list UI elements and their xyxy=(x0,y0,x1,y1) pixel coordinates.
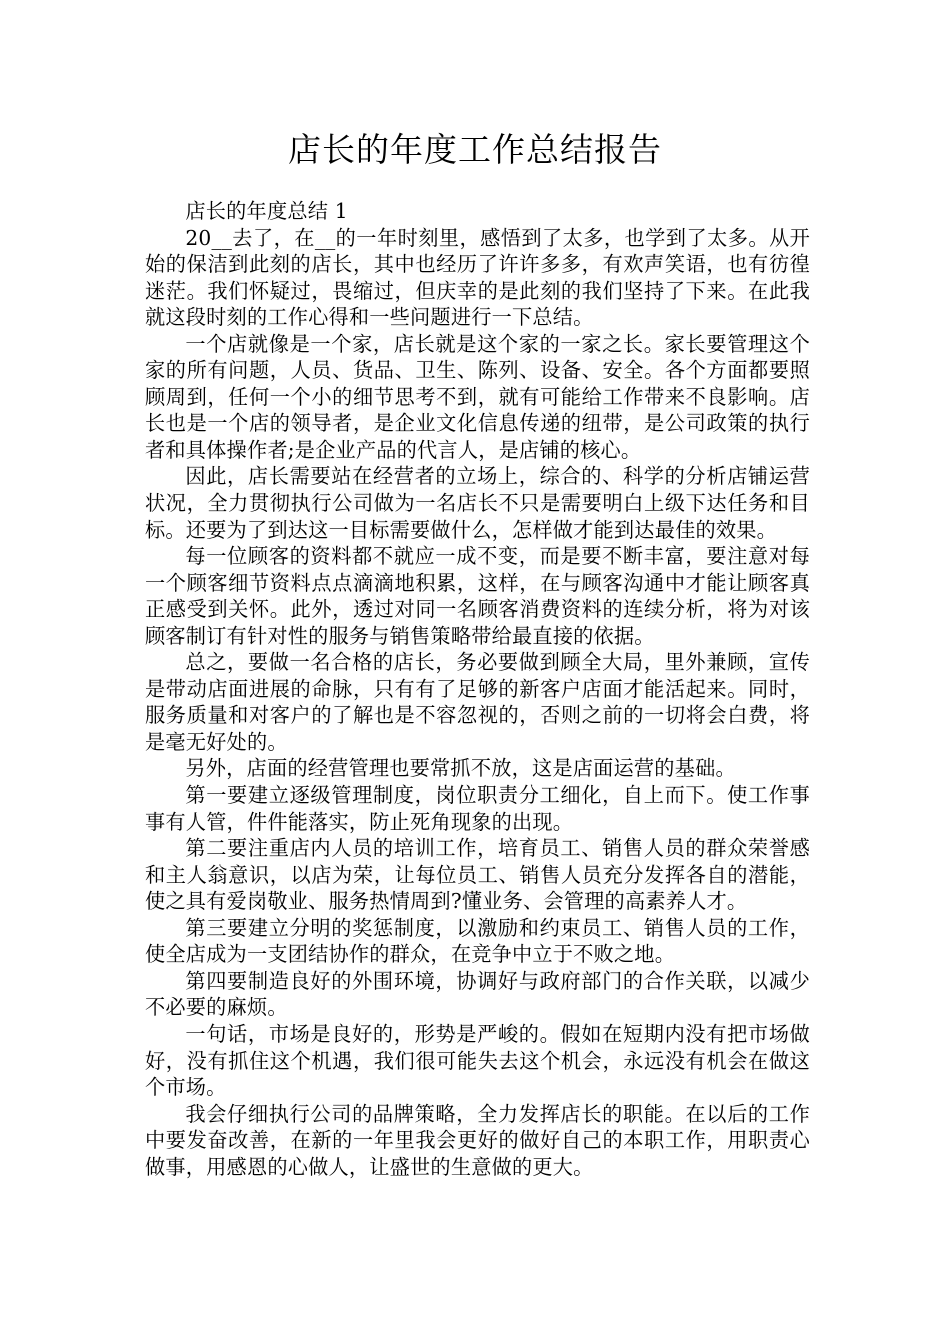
section-heading: 店长的年度总结 1 xyxy=(185,199,348,223)
document-body xyxy=(145,198,810,1180)
page-title: 店长的年度工作总结报告 xyxy=(288,130,662,169)
paragraph: 第二要注重店内人员的培训工作，培育员工、销售人员的群众荣誉感和主人翁意识，以店为荣，让每位员工、销售人员充分发挥各自的潜能，使之具有爱岗敬业、服务热情周到?懂业务、会管理的高素养人才。 xyxy=(145,836,810,914)
paragraph: 第四要制造良好的外围环境，协调好与政府部门的合作关联，以减少不必要的麻烦。 xyxy=(145,968,810,1020)
paragraph: 第一要建立逐级管理制度，岗位职责分工细化，自上而下。使工作事事有人管，件件能落实，防止死角现象的出现。 xyxy=(145,783,810,834)
paragraph: 另外，店面的经营管理也要常抓不放，这是店面运营的基础。 xyxy=(185,756,736,781)
paragraph: 每一位顾客的资料都不就应一成不变，而是要不断丰富，要注意对每一个顾客细节资料点点滴滴地积累，这样，在与顾客沟通中才能让顾客真正感受到关怀。此外，透过对同一名顾客消费资料的连续分析，将为对该顾客制订有针对性的服务与销售策略带给最直接的依据。 xyxy=(145,544,810,648)
paragraph: 总之，要做一名合格的店长，务必要做到顾全大局，里外兼顾，宣传是带动店面进展的命脉，只有有了足够的新客户店面才能活起来。同时，服务质量和对客户的了解也是不容忽视的，否则之前的一切将会白费，将是毫无好处的。 xyxy=(145,650,810,754)
paragraph: 第三要建立分明的奖惩制度，以激励和约束员工、销售人员的工作，使全店成为一支团结协作的群众，在竞争中立于不败之地。 xyxy=(145,915,810,967)
paragraph: 一个店就像是一个家，店长就是这个家的一家之长。家长要管理这个家的所有问题，人员、货品、卫生、陈列、设备、安全。各个方面都要照顾周到，任何一个小的细节思考不到，就有可能给工作带来不良影响。店长也是一个店的领导者，是企业文化信息传递的纽带，是公司政策的执行者和具体操作者;是企业产品的代言人，是店铺的核心。 xyxy=(145,331,810,462)
paragraph: 20__去了，在__的一年时刻里，感悟到了太多，也学到了太多。从开始的保洁到此刻的店长，其中也经历了许许多多，有欢声笑语，也有彷徨迷茫。我们怀疑过，畏缩过，但庆幸的是此刻的我们坚持了下来。在此我就这段时刻的工作心得和一些问题进行一下总结。 xyxy=(145,225,810,330)
paragraph: 一句话，市场是良好的，形势是严峻的。假如在短期内没有把市场做好，没有抓住这个机遇，我们很可能失去这个机会，永远没有机会在做这个市场。 xyxy=(145,1021,810,1100)
paragraph: 因此，店长需要站在经营者的立场上，综合的、科学的分析店铺运营状况，全力贯彻执行公司做为一名店长不只是需要明白上级下达任务和目标。还要为了到达这一目标需要做什么，怎样做才能到达最佳的效果。 xyxy=(145,464,810,542)
paragraph: 我会仔细执行公司的品牌策略，全力发挥店长的职能。在以后的工作中要发奋改善，在新的一年里我会更好的做好自己的本职工作，用职责心做事，用感恩的心做人，让盛世的生意做的更大。 xyxy=(145,1101,810,1179)
